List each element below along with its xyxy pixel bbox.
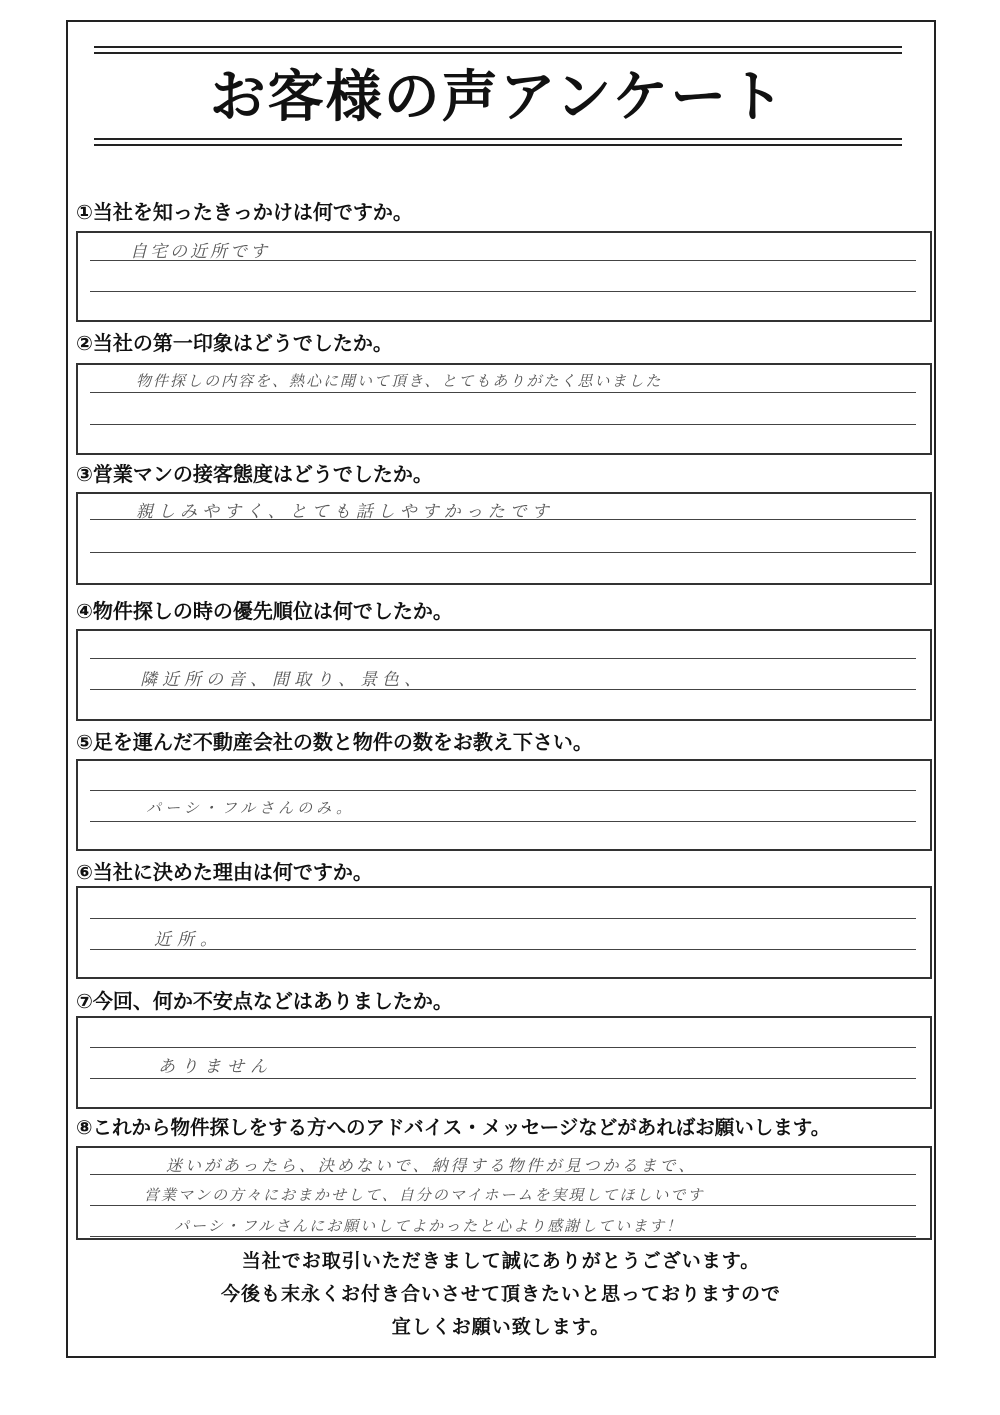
answer-2-text: 物件探しの内容を、熱心に聞いて頂き、とてもありがたく思いました bbox=[136, 372, 663, 390]
answer-line bbox=[90, 1047, 916, 1048]
question-4-label: ④物件探しの時の優先順位は何でしたか。 bbox=[76, 599, 453, 623]
answer-line bbox=[90, 552, 916, 553]
closing-message-line-2: 今後も末永くお付き合いさせて頂きたいと思っておりますので bbox=[220, 1283, 781, 1305]
answer-line bbox=[90, 291, 916, 292]
question-6-label: ⑥当社に決めた理由は何ですか。 bbox=[76, 860, 373, 884]
answer-3-text: 親しみやすく、とても話しやすかったです bbox=[136, 502, 554, 522]
title-rule-bottom bbox=[94, 144, 902, 146]
answer-line bbox=[90, 1236, 916, 1237]
closing-message-line-3: 宜しくお願い致します。 bbox=[391, 1316, 611, 1338]
survey-title: お客様の声アンケート bbox=[209, 65, 787, 130]
answer-6-text: 近所。 bbox=[154, 930, 223, 950]
answer-1-text: 自宅の近所です bbox=[130, 242, 270, 262]
answer-box-3 bbox=[76, 492, 932, 585]
question-5-label: ⑤足を運んだ不動産会社の数と物件の数をお教え下さい。 bbox=[76, 730, 593, 754]
question-7-label: ⑦今回、何か不安点などはありましたか。 bbox=[76, 989, 453, 1013]
answer-5-text: パーシ・フルさんのみ。 bbox=[146, 799, 356, 817]
closing-message-line-1: 当社でお取引いただきまして誠にありがとうございます。 bbox=[241, 1250, 761, 1272]
answer-line bbox=[90, 392, 916, 393]
title-rule-bottom-inner bbox=[94, 138, 902, 140]
title-rule-top-inner bbox=[94, 52, 902, 54]
answer-line bbox=[90, 1205, 916, 1206]
answer-8-text-line-2: 営業マンの方々におまかせして、自分のマイホームを実現してほしいです bbox=[144, 1186, 705, 1204]
answer-line bbox=[90, 790, 916, 791]
answer-7-text: ありません bbox=[158, 1057, 273, 1077]
answer-line bbox=[90, 821, 916, 822]
answer-box-2 bbox=[76, 363, 932, 455]
answer-4-text: 隣近所の音、間取り、景色、 bbox=[140, 670, 426, 690]
answer-box-1 bbox=[76, 231, 932, 322]
answer-line bbox=[90, 658, 916, 659]
title-rule-top bbox=[94, 46, 902, 48]
answer-box-7 bbox=[76, 1016, 932, 1109]
answer-line bbox=[90, 424, 916, 425]
answer-box-5 bbox=[76, 759, 932, 851]
answer-8-text-line-1: 迷いがあったら、決めないで、納得する物件が見つかるまで、 bbox=[166, 1156, 698, 1175]
question-8-label: ⑧これから物件探しをする方へのアドバイス・メッセージなどがあればお願いします。 bbox=[76, 1116, 831, 1139]
question-1-label: ①当社を知ったきっかけは何ですか。 bbox=[76, 200, 413, 224]
answer-box-6 bbox=[76, 886, 932, 979]
question-3-label: ③営業マンの接客態度はどうでしたか。 bbox=[76, 462, 433, 486]
answer-line bbox=[90, 918, 916, 919]
answer-8-text-line-3: パーシ・フルさんにお願いしてよかったと心より感謝しています！ bbox=[174, 1217, 684, 1235]
answer-line bbox=[90, 1078, 916, 1079]
answer-box-4 bbox=[76, 629, 932, 721]
answer-box-8 bbox=[76, 1146, 932, 1240]
title-banner bbox=[94, 46, 902, 150]
question-2-label: ②当社の第一印象はどうでしたか。 bbox=[76, 331, 393, 355]
